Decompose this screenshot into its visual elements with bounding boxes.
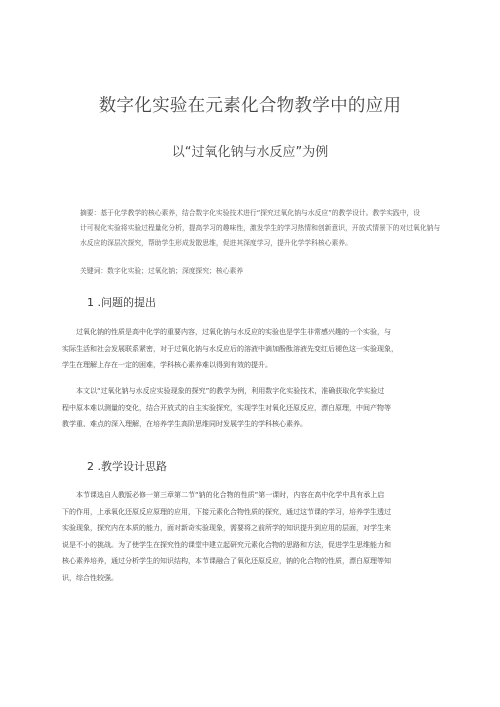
abstract-line: 水反应的深层次探究，帮助学生形成发散思维，促进其深度学习，提升化学学科核心素养。 [80,239,352,247]
paragraph-line: 识，综合性较强。 [62,573,118,582]
paragraph-line: 程中原本难以测量的变化，结合开放式的自主实验探究，实现学生对氧化还原反应，漂白原理，中间产物等 [62,403,391,412]
document-subtitle: 以“过氧化钠与水反应”为例 [171,145,329,160]
paragraph [62,383,446,433]
paragraph-line: 过氧化钠的性质是高中化学的重要内容，过氧化钠与水反应的实验也是学生非常感兴趣的一个实验，与 [76,328,391,336]
keywords: 关键词：数字化实验；过氧化钠；深度探究；核心素养 [80,267,244,275]
paragraph [62,487,446,587]
abstract [80,206,441,251]
paragraph-line: 下的作用，上承氧化还原反应原理的应用，下接元素化合物性质的探究，通过这节课的学习，培养学生透过 [62,507,391,516]
paragraph-line: 本节课选自人教版必修一第三章第二节“钠的化合物的性质”第一课时，内容在高中化学中具有承上启 [76,491,385,499]
section-heading-2: 2 .教学设计思路 [87,460,167,473]
paragraph-line: 说是不小的挑战。为了使学生在探究性的课堂中建立起研究元素化合物的思路和方法，促进学生思维能力和 [62,540,391,549]
paragraph-line: 本文以“过氧化钠与水反应实验现象的探究”的教学为例，利用数字化实验技术，准确获取化学实验过 [76,387,385,395]
paragraph-line: 核心素养培养，通过分析学生的知识结构，本节课融合了氧化还原反应，钠的化合物的性质，漂白原理等知 [62,557,391,566]
paragraph [62,324,446,374]
abstract-line: 计可视化实验将实验过程量化分析，提高学习的趣味性，激发学生的学习热情和创新意识，开放式情景下的对过氧化钠与 [80,224,441,232]
section-heading-1: 1 .问题的提出 [87,296,156,309]
document-title: 数字化实验在元素化合物教学中的应用 [98,96,402,116]
paragraph-line: 实际生活和社会发展联系紧密，对于过氧化钠与水反应后的溶液中滴加酚酞溶液先变红后褪色这一实验现象， [62,344,398,353]
paragraph-line: 实验现象，探究内在本质的能力，面对新奇实验现象，需要将之前所学的知识提升到应用的层面，对学生来 [62,524,391,533]
paragraph-line: 学生在理解上存在一定的困难，学科核心素养难以得到有效的提升。 [62,361,272,370]
paragraph-line: 教学重、难点的深入理解，在培养学生高阶思维同时发展学生的学科核心素养。 [62,420,307,429]
abstract-line: 摘要：基于化学教学的核心素养，结合数字化实验技术进行“探究过氧化钠与水反应”的教学设计。教学实践中，设 [80,209,421,217]
